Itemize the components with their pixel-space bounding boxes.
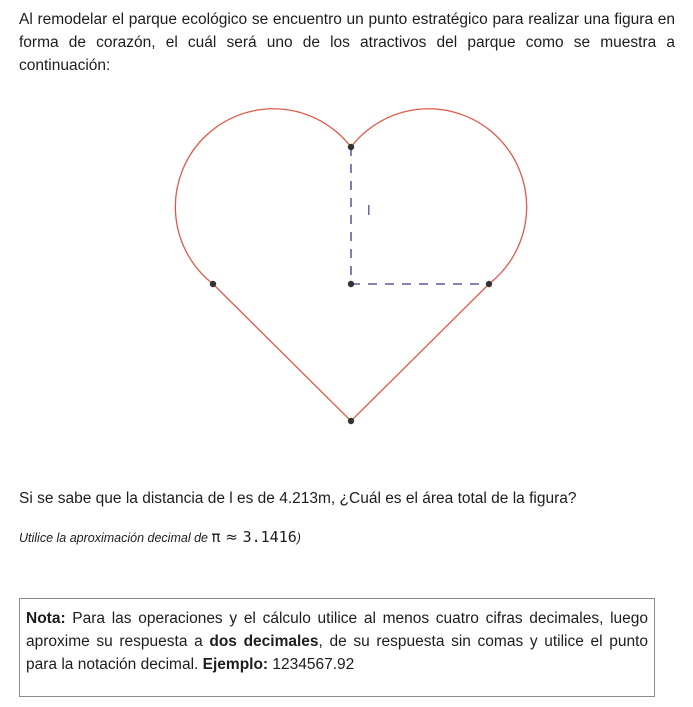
- example-value: 1234567.92: [268, 656, 355, 673]
- heart-outline: [175, 109, 526, 421]
- point-top: [348, 144, 354, 150]
- note-text-2: , de su respuesta sin comas y utilice el punto para la notación decimal.: [26, 633, 648, 673]
- example-label: Ejemplo:: [202, 656, 269, 673]
- label-l: l: [367, 204, 371, 219]
- pi-symbol: π: [211, 528, 221, 546]
- note-bold-decimals: dos decimales: [209, 633, 319, 650]
- intro-paragraph: Al remodelar el parque ecológico se encuentro un punto estratégico para realizar una figura en forma de corazón, el cuál será uno de los atractivos del parque como se muestra a continuación:: [19, 11, 675, 74]
- point-right: [486, 281, 492, 287]
- note-text-1: Para las operaciones y el cálculo utilice al menos cuatro cifras decimales, luego aproxime su respuesta a: [26, 610, 648, 650]
- approx-symbol: ≈: [220, 528, 243, 546]
- question-text: Si se sabe que la distancia de l es de 4.213m, ¿Cuál es el área total de la figura?: [19, 490, 577, 507]
- point-left: [210, 281, 216, 287]
- point-bottom: [348, 418, 354, 424]
- hint-suffix: ): [296, 531, 301, 545]
- point-center: [348, 281, 354, 287]
- pi-hint: [19, 528, 301, 546]
- note-label: Nota:: [26, 610, 66, 627]
- hint-prefix: Utilice la aproximación decimal de: [19, 531, 212, 545]
- pi-value: 3.1416: [242, 528, 297, 546]
- note-box: [19, 598, 655, 697]
